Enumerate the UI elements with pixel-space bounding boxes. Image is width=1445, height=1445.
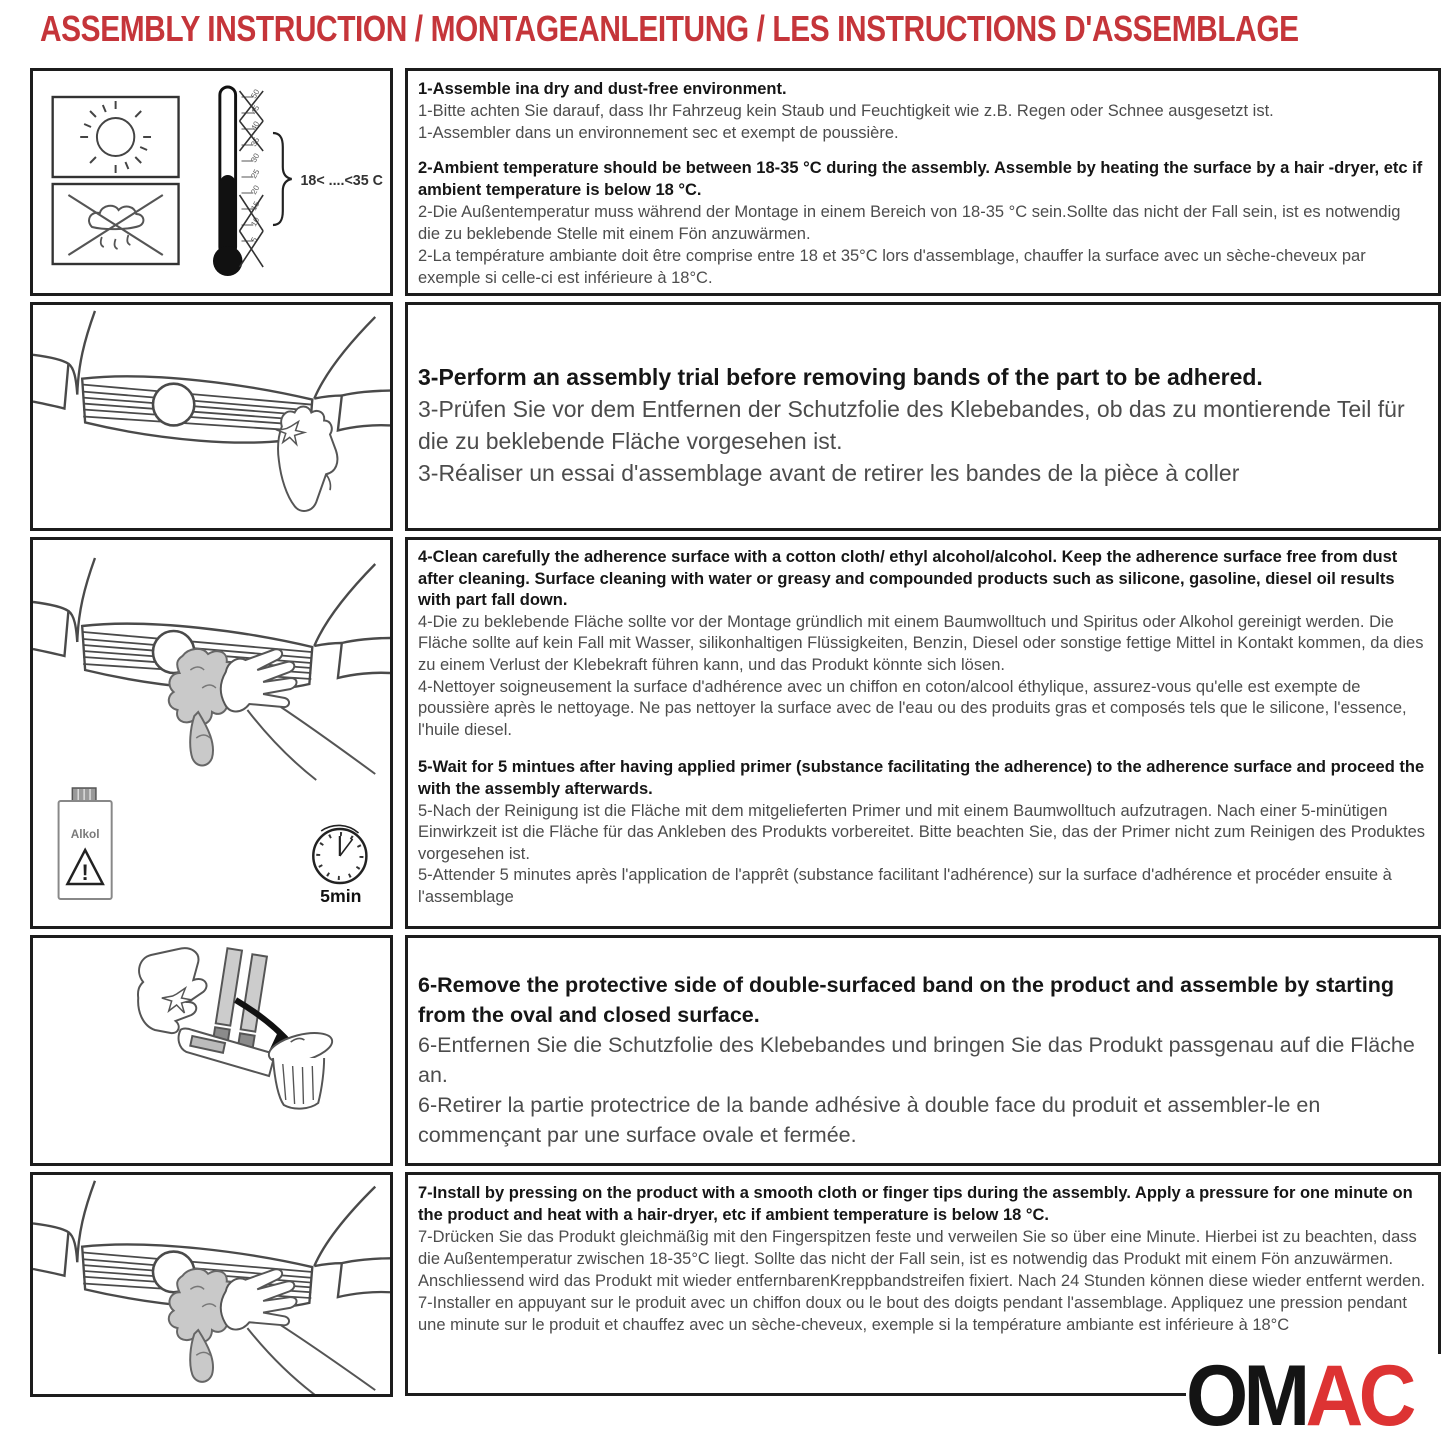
instructions-step-4-5 — [405, 537, 1441, 929]
bottle-label: Alkol — [70, 826, 100, 842]
instruction-en: 6-Remove the protective side of double-surfaced band on the product and assemble by starting from the oval and closed surface. — [418, 973, 1395, 1027]
svg-text:50: 50 — [249, 87, 262, 101]
grille-trial-scene — [33, 305, 390, 528]
instruction-en: 3-Perform an assembly trial before removing bands of the part to be adhered. — [418, 364, 1263, 390]
clock-label: 5min — [320, 885, 362, 907]
temperature-range-label: 18< ....<35 C — [300, 172, 383, 190]
grille-cleaning-scene — [33, 540, 390, 926]
clock-icon — [313, 825, 366, 906]
instruction-en: 4-Clean carefully the adherence surface with a cotton cloth/ ethyl alcohol/alcohol. Keep the adherence surface free from dust after cleaning. Surface cleaning with water or greasy and compounded products such as silicone, gasoline, diesel oil results with part fall down. — [418, 548, 1398, 610]
instruction-de: 6-Entfernen Sie die Schutzfolie des Klebebandes und bringen Sie das Produkt passgenau auf die Fläche an. — [418, 1033, 1415, 1087]
hand-icon — [138, 948, 207, 1033]
instruction-fr: 3-Réaliser un essai d'assemblage avant de retirer les bandes de la pièce à coller — [418, 460, 1240, 486]
illustration-cleaning — [30, 537, 393, 929]
instruction-fr: 5-Attender 5 minutes après l'application de l'apprêt (substance facilitant l'adhérence) sur la surface d'adhérence et procéder ensuite à l'assemblage — [418, 866, 1392, 906]
brace — [273, 133, 292, 225]
instruction-fr: 6-Retirer la partie protectrice de la bande adhésive à double face du produit et assembler-le en commençant par une surface ovale et fermée. — [418, 1093, 1321, 1147]
instruction-de: 1-Bitte achten Sie darauf, dass Ihr Fahrzeug kein Staub und Feuchtigkeit wie z.B. Regen oder Schnee ausgesetzt ist. — [418, 102, 1274, 120]
instruction-fr: 1-Assembler dans un environnement sec et exempt de poussière. — [418, 124, 899, 142]
hand-with-cloth — [169, 1269, 375, 1394]
svg-text:45: 45 — [249, 103, 262, 117]
illustration-press-install — [30, 1172, 393, 1397]
svg-text:35: 35 — [249, 135, 262, 149]
instruction-en: 2-Ambient temperature should be between 18-35 °C during the assembly. Assemble by heating the surface by a hair -dryer, etc if ambient temperature is below 18 °C. — [418, 159, 1423, 199]
svg-text:15: 15 — [249, 199, 262, 213]
instruction-fr: 7-Installer en appuyant sur le produit avec un chiffon doux ou le bout des doigts pendant l'assemblage. Appliquez une pression pendant une minute sur le produit et chauffez avec un sèche-cheveux, exemple si la température ambiante est inférieure à 18°C — [418, 1294, 1407, 1334]
grille-press-scene — [33, 1175, 390, 1394]
logo-text-black: OM — [1186, 1348, 1306, 1444]
svg-text:25: 25 — [249, 167, 262, 181]
instruction-en: 5-Wait for 5 mintues after having applied primer (substance facilitating the adherence) to the adherence surface and proceed the with the assembly afterwards. — [418, 758, 1425, 798]
instruction-de: 4-Die zu beklebende Fläche sollte vor der Montage gründlich mit einem Baumwolltuch und Spiritus oder Alkohol gereinigt werden. Die Fläche sollte auf kein Fall mit Wasser, silikonhaltigen Flüssigkeiten, Benzin, Diesel oder sonstige fettige Mittel in Kontakt kommen, da dies zu einem Verlust der Klebekraft führen kann, und das Produkt könnte sich lösen. — [418, 612, 1424, 674]
instructions-step-6 — [405, 935, 1441, 1166]
adhesive-strips-icon — [213, 948, 267, 1048]
omac-logo — [1186, 1348, 1445, 1444]
instructions-step-3 — [405, 302, 1441, 531]
instruction-de: 7-Drücken Sie das Produkt gleichmäßig mit den Fingerspitzen feste und verweilen Sie so über eine Minute. Hierbei ist zu beachten, dass die Außentemperatur zwischen 18-35°C liegt. Sollte das nicht der Fall sein, ist es notwendig das Produkt mit einem Fön anzuwärmen. Anschliessend wird das Produkt mit wieder entfernbarenKreppbandstreifen fixiert. Nach 24 Stunden können diese wieder entfernt werden. — [418, 1228, 1426, 1290]
instruction-de: 5-Nach der Reinigung ist die Fläche mit dem mitgelieferten Primer und mit einem Baumwolltuch aufzutragen. Nach einer 5-minütigen Einwirkzeit ist die Fläche für das Ankleben des Produkts vorbereitet. Bitte beachten Sie, das der Primer nicht zum Reinigen des Produktes vorgesehen ist. — [418, 801, 1426, 863]
instruction-en: 1-Assemble ina dry and dust-free environment. — [418, 80, 787, 98]
svg-text:40: 40 — [249, 119, 262, 133]
illustration-environment-temperature — [30, 68, 393, 296]
alcohol-bottle-icon — [59, 788, 112, 899]
car-grille — [33, 311, 390, 443]
svg-text:10: 10 — [249, 215, 262, 229]
instruction-en: 7-Install by pressing on the product with a smooth cloth or finger tips during the assembly. Apply a pressure for one minute on the product and heat with a hair-dryer, etc if ambient temperature is below 18 °C. — [418, 1184, 1413, 1224]
weather-thermometer-scene — [33, 71, 390, 293]
instruction-de: 2-Die Außentemperatur muss während der Montage in einem Bereich von 18-35 °C sein.Sollte das nicht der Fall sein, ist es notwendig die zu beklebende Stelle mit einem Fön anzuwärmen. — [418, 203, 1401, 243]
logo-text-red: AC — [1305, 1348, 1412, 1444]
hand-with-cloth — [169, 649, 375, 780]
instruction-fr: 4-Nettoyer soigneusement la surface d'adhérence avec un chiffon en coton/alcool éthylique, assurez-vous qu'elle est exempte de poussière après le nettoyage. Ne pas nettoyer la surface avec de l'eau ou des produits gras et composés tels que le silicone, l'essence, l'huile diesel. — [418, 677, 1407, 739]
svg-text:5: 5 — [249, 235, 260, 245]
svg-text:20: 20 — [249, 183, 262, 197]
instruction-fr: 2-La température ambiante doit être comprise entre 18 et 35°C lors d'assemblage, chauffer la surface avec un sèche-cheveux par exemple si celle-ci est inférieure à 18°C. — [418, 247, 1366, 287]
instruction-de: 3-Prüfen Sie vor dem Entfernen der Schutzfolie des Klebebandes, ob das zu montierende Teil für die zu beklebende Fläche vorgesehen ist. — [418, 396, 1405, 454]
svg-text:30: 30 — [249, 151, 262, 165]
peel-band-scene — [33, 938, 390, 1163]
svg-text:!: ! — [81, 859, 89, 886]
page-title: ASSEMBLY INSTRUCTION / MONTAGEANLEITUNG / LES INSTRUCTIONS D'ASSEMBLAGE — [40, 8, 1299, 49]
illustration-remove-band — [30, 935, 393, 1166]
hand-icon — [278, 407, 338, 511]
illustration-trial-fit — [30, 302, 393, 531]
instructions-step-1-2 — [405, 68, 1441, 296]
thermometer-icon — [213, 87, 383, 276]
